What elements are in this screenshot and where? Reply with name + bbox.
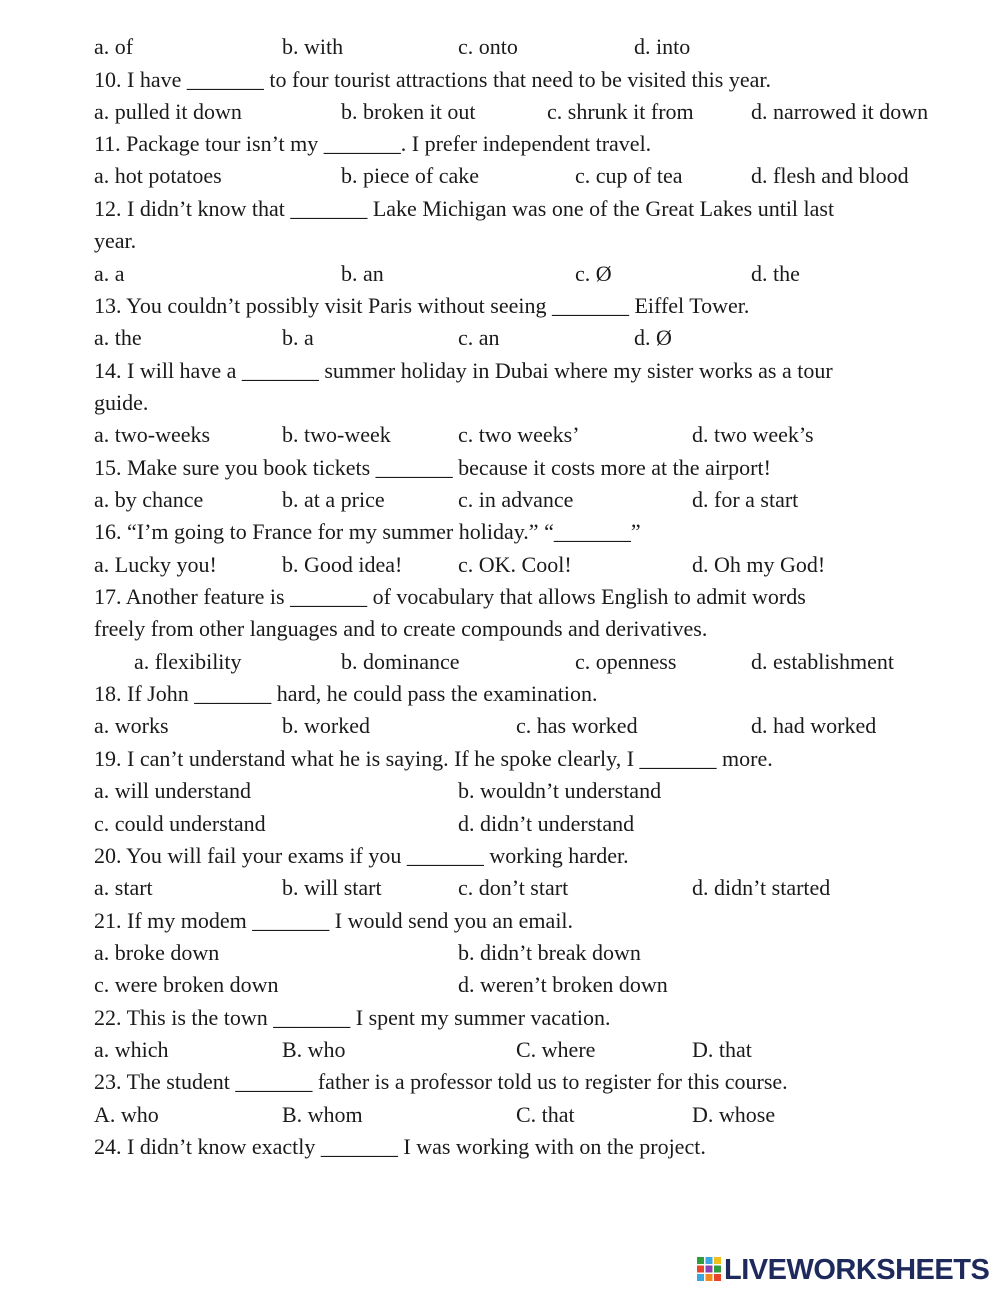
question-text: 21. If my modem _______ I would send you an email. [94, 908, 574, 933]
question-text: freely from other languages and to create compounds and derivatives. [94, 616, 708, 641]
option-c: c. shrunk it from [547, 99, 694, 124]
question-line [0, 678, 1000, 710]
options-row [0, 549, 1000, 581]
question-line [0, 225, 1000, 257]
option-d: d. establishment [751, 649, 894, 674]
question-text: 15. Make sure you book tickets _______ because it costs more at the airport! [94, 455, 771, 480]
question-text: 19. I can’t understand what he is saying. If he spoke clearly, I _______ more. [94, 746, 773, 771]
option-d: d. Oh my God! [692, 552, 826, 577]
option-b: b. worked [282, 713, 370, 738]
options-row [0, 160, 1000, 192]
option-a: a. by chance [94, 487, 204, 512]
option-b: b. piece of cake [341, 163, 480, 188]
option-c: C. that [516, 1102, 575, 1127]
question-line [0, 581, 1000, 613]
option-c: C. where [516, 1037, 596, 1062]
question-line [0, 128, 1000, 160]
options-row [0, 1099, 1000, 1131]
option-d: D. whose [692, 1102, 776, 1127]
option-d: d. weren’t broken down [458, 972, 668, 997]
option-a: a. a [94, 261, 125, 286]
question-text: 10. I have _______ to four tourist attractions that need to be visited this year. [94, 67, 771, 92]
option-d: d. had worked [751, 713, 877, 738]
option-c: c. cup of tea [575, 163, 683, 188]
option-d: d. the [751, 261, 800, 286]
option-a: a. will understand [94, 778, 252, 803]
option-b: b. an [341, 261, 384, 286]
options-row [0, 808, 1000, 840]
question-line [0, 516, 1000, 548]
question-text: 14. I will have a _______ summer holiday in Dubai where my sister works as a tour [94, 358, 833, 383]
option-c: c. onto [458, 34, 518, 59]
options-row [0, 258, 1000, 290]
question-text: year. [94, 228, 137, 253]
option-d: d. didn’t understand [458, 811, 635, 836]
option-a: a. which [94, 1037, 169, 1062]
option-b: b. a [282, 325, 314, 350]
question-text: 11. Package tour isn’t my _______. I prefer independent travel. [94, 131, 652, 156]
option-d: d. into [634, 34, 691, 59]
options-row [0, 31, 1000, 63]
question-line [0, 452, 1000, 484]
option-b: b. at a price [282, 487, 385, 512]
options-row [0, 96, 1000, 128]
option-b: b. with [282, 34, 344, 59]
option-a: a. of [94, 34, 134, 59]
option-c: c. Ø [575, 261, 612, 286]
liveworksheets-logo[interactable] [697, 1253, 997, 1287]
option-c: c. in advance [458, 487, 574, 512]
option-b: B. who [282, 1037, 346, 1062]
option-d: d. for a start [692, 487, 799, 512]
options-row [0, 969, 1000, 1001]
option-a: a. pulled it down [94, 99, 242, 124]
option-c: c. has worked [516, 713, 638, 738]
question-text: 13. You couldn’t possibly visit Paris without seeing _______ Eiffel Tower. [94, 293, 750, 318]
option-c: c. openness [575, 649, 677, 674]
options-row [0, 1034, 1000, 1066]
option-d: d. Ø [634, 325, 672, 350]
question-line [0, 905, 1000, 937]
question-line [0, 743, 1000, 775]
question-text: 18. If John _______ hard, he could pass the examination. [94, 681, 598, 706]
option-a: a. two-weeks [94, 422, 211, 447]
question-line [0, 290, 1000, 322]
options-row [0, 484, 1000, 516]
question-line [0, 1002, 1000, 1034]
options-row [0, 710, 1000, 742]
option-b: b. Good idea! [282, 552, 403, 577]
question-text: 20. You will fail your exams if you _______ working harder. [94, 843, 629, 868]
option-b: b. two-week [282, 422, 391, 447]
question-line [0, 1066, 1000, 1098]
options-row [0, 419, 1000, 451]
question-text: 24. I didn’t know exactly _______ I was working with on the project. [94, 1134, 706, 1159]
option-a: A. who [94, 1102, 159, 1127]
options-row [0, 322, 1000, 354]
option-b: b. didn’t break down [458, 940, 641, 965]
liveworksheets-logo-text: LIVEWORKSHEETS [724, 1254, 990, 1286]
option-c: c. an [458, 325, 500, 350]
option-d: d. didn’t started [692, 875, 831, 900]
option-a: a. Lucky you! [94, 552, 217, 577]
question-line [0, 1131, 1000, 1163]
options-row [0, 775, 1000, 807]
option-b: b. dominance [341, 649, 460, 674]
option-c: c. could understand [94, 811, 266, 836]
option-a: a. start [94, 875, 153, 900]
question-text: guide. [94, 390, 149, 415]
question-text: 22. This is the town _______ I spent my summer vacation. [94, 1005, 611, 1030]
question-text: 23. The student _______ father is a professor told us to register for this course. [94, 1069, 788, 1094]
liveworksheets-logo-icon [697, 1257, 721, 1281]
option-a: a. flexibility [134, 649, 242, 674]
question-line [0, 387, 1000, 419]
option-b: b. wouldn’t understand [458, 778, 662, 803]
option-b: B. whom [282, 1102, 363, 1127]
question-line [0, 613, 1000, 645]
question-text: 16. “I’m going to France for my summer holiday.” “_______” [94, 519, 641, 544]
question-line [0, 64, 1000, 96]
option-d: D. that [692, 1037, 752, 1062]
options-row [0, 937, 1000, 969]
option-a: a. broke down [94, 940, 220, 965]
question-text: 17. Another feature is _______ of vocabulary that allows English to admit words [94, 584, 806, 609]
option-a: a. works [94, 713, 169, 738]
option-d: d. flesh and blood [751, 163, 909, 188]
option-b: b. broken it out [341, 99, 476, 124]
option-d: d. two week’s [692, 422, 814, 447]
option-c: c. don’t start [458, 875, 569, 900]
options-row [0, 872, 1000, 904]
option-c: c. OK. Cool! [458, 552, 572, 577]
question-line [0, 840, 1000, 872]
option-d: d. narrowed it down [751, 99, 929, 124]
option-c: c. two weeks’ [458, 422, 580, 447]
options-row [0, 646, 1000, 678]
option-a: a. hot potatoes [94, 163, 222, 188]
question-line [0, 355, 1000, 387]
option-a: a. the [94, 325, 142, 350]
question-text: 12. I didn’t know that _______ Lake Michigan was one of the Great Lakes until last [94, 196, 835, 221]
option-b: b. will start [282, 875, 382, 900]
option-c: c. were broken down [94, 972, 279, 997]
question-line [0, 193, 1000, 225]
